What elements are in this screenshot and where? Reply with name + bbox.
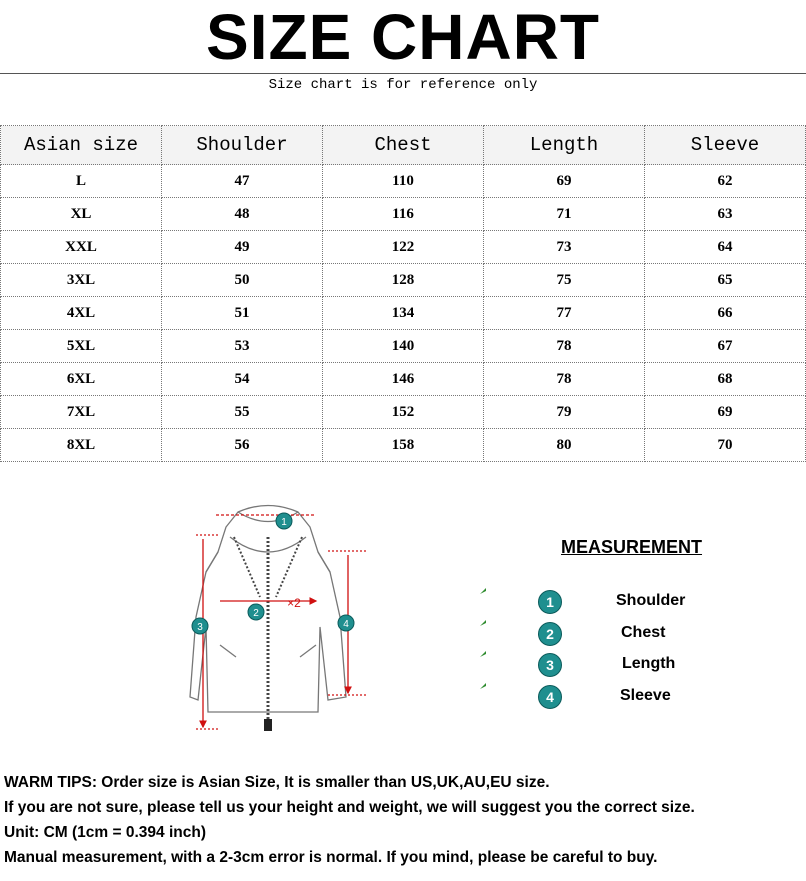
table-row [1, 198, 806, 231]
number-badge: 2 [538, 622, 562, 646]
cell-shoulder: 56 [162, 429, 323, 462]
legend-item-shoulder [480, 590, 780, 616]
cell-sleeve: 64 [645, 231, 806, 264]
cell-shoulder: 53 [162, 330, 323, 363]
header-sleeve: Sleeve [645, 126, 806, 165]
legend-label: Length [622, 655, 676, 672]
cell-chest: 122 [323, 231, 484, 264]
cell-length: 73 [484, 231, 645, 264]
marker-label: 4 [343, 619, 349, 630]
table-row [1, 330, 806, 363]
table-row [1, 396, 806, 429]
cell-size: 4XL [1, 297, 162, 330]
cell-size: 8XL [1, 429, 162, 462]
cell-size: 5XL [1, 330, 162, 363]
cell-sleeve: 69 [645, 396, 806, 429]
cell-size: 3XL [1, 264, 162, 297]
legend-item-chest [480, 622, 780, 648]
cell-sleeve: 70 [645, 429, 806, 462]
cell-sleeve: 63 [645, 198, 806, 231]
cell-size: 7XL [1, 396, 162, 429]
bullet-icon [480, 651, 486, 657]
tip-line: If you are not sure, please tell us your height and weight, we will suggest you the correct size. [4, 799, 695, 816]
cell-sleeve: 62 [645, 165, 806, 198]
cell-shoulder: 48 [162, 198, 323, 231]
tip-line: Manual measurement, with a 2-3cm error is normal. If you mind, please be careful to buy. [4, 849, 658, 866]
reference-note: Size chart is for reference only [268, 77, 538, 93]
cell-chest: 116 [323, 198, 484, 231]
cell-length: 80 [484, 429, 645, 462]
header-asian-size: Asian size [1, 126, 162, 165]
cell-shoulder: 51 [162, 297, 323, 330]
cell-length: 75 [484, 264, 645, 297]
cell-size: L [1, 165, 162, 198]
cell-shoulder: 47 [162, 165, 323, 198]
cell-shoulder: 50 [162, 264, 323, 297]
number-badge: 1 [538, 590, 562, 614]
cell-chest: 128 [323, 264, 484, 297]
table-row [1, 231, 806, 264]
tip-line: WARM TIPS: Order size is Asian Size, It is smaller than US,UK,AU,EU size. [4, 774, 550, 791]
chest-multiplier-note: ×2 [287, 596, 301, 610]
table-header-row [1, 126, 806, 165]
tip-line: Unit: CM (1cm = 0.394 inch) [4, 824, 206, 841]
marker-label: 2 [253, 608, 259, 619]
cell-chest: 158 [323, 429, 484, 462]
cell-sleeve: 65 [645, 264, 806, 297]
cell-chest: 140 [323, 330, 484, 363]
cell-shoulder: 55 [162, 396, 323, 429]
marker-label: 1 [281, 517, 287, 528]
marker-chest [248, 604, 264, 620]
measurement-title: MEASUREMENT [561, 537, 703, 557]
legend-label: Chest [621, 624, 666, 641]
cell-size: 6XL [1, 363, 162, 396]
legend-label: Sleeve [620, 687, 671, 704]
title-divider [0, 73, 806, 74]
number-badge: 3 [538, 653, 562, 677]
cell-shoulder: 54 [162, 363, 323, 396]
header-shoulder: Shoulder [162, 126, 323, 165]
marker-label: 3 [197, 622, 203, 633]
marker-sleeve [338, 615, 354, 631]
bullet-icon [480, 588, 486, 594]
cell-shoulder: 49 [162, 231, 323, 264]
legend-item-length [480, 653, 780, 679]
cell-length: 71 [484, 198, 645, 231]
cell-size: XXL [1, 231, 162, 264]
cell-length: 77 [484, 297, 645, 330]
bullet-icon [480, 620, 486, 626]
legend-label: Shoulder [616, 592, 686, 609]
table-row [1, 165, 806, 198]
number-badge: 4 [538, 685, 562, 709]
cell-chest: 146 [323, 363, 484, 396]
cell-length: 79 [484, 396, 645, 429]
bullet-icon [480, 683, 486, 689]
marker-length [192, 618, 208, 634]
cell-sleeve: 67 [645, 330, 806, 363]
warm-tips [4, 770, 804, 870]
cell-length: 78 [484, 363, 645, 396]
header-chest: Chest [323, 126, 484, 165]
cell-chest: 152 [323, 396, 484, 429]
jacket-illustration [178, 497, 378, 737]
cell-chest: 110 [323, 165, 484, 198]
marker-shoulder [276, 513, 292, 529]
jacket-drawing [178, 497, 378, 737]
legend-item-sleeve [480, 685, 780, 711]
page-title: SIZE CHART [206, 1, 600, 73]
cell-length: 78 [484, 330, 645, 363]
table-row [1, 429, 806, 462]
cell-chest: 134 [323, 297, 484, 330]
table-row [1, 363, 806, 396]
size-table [0, 125, 806, 462]
cell-sleeve: 68 [645, 363, 806, 396]
table-row [1, 264, 806, 297]
header-length: Length [484, 126, 645, 165]
cell-length: 69 [484, 165, 645, 198]
table-row [1, 297, 806, 330]
cell-sleeve: 66 [645, 297, 806, 330]
cell-size: XL [1, 198, 162, 231]
